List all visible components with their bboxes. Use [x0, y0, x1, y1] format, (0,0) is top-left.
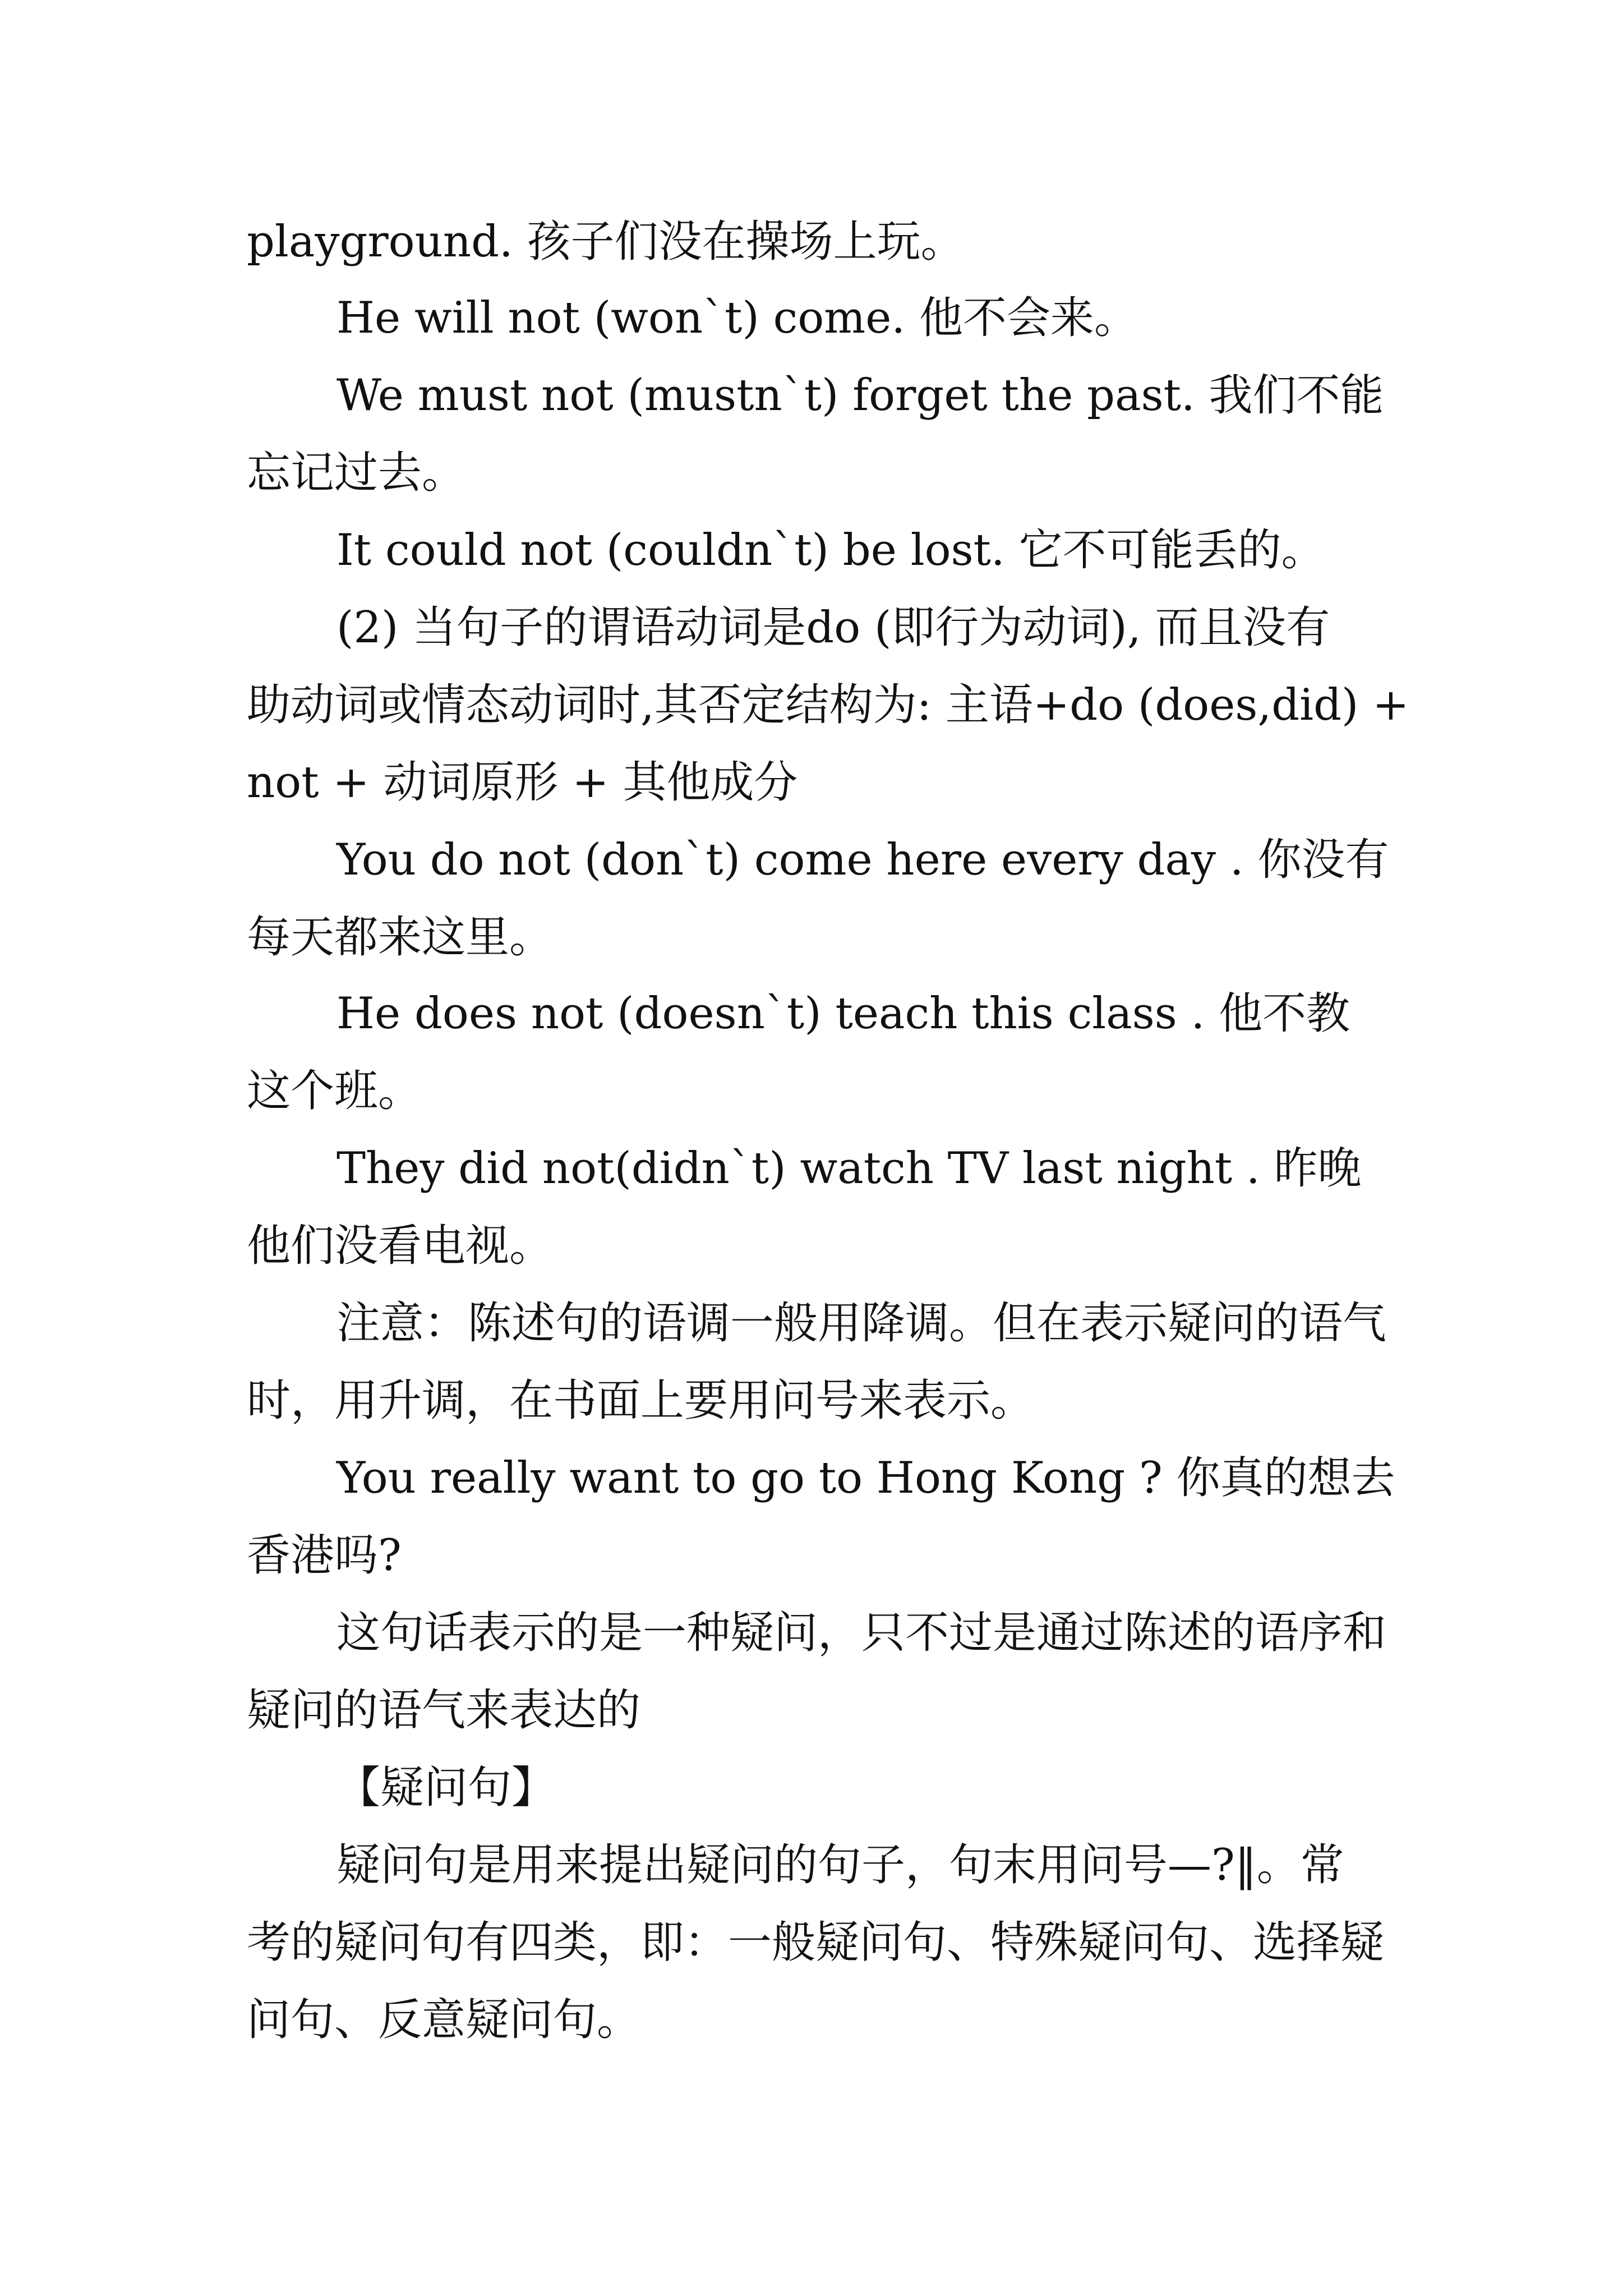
text-line: You do not (don`t) come here every day . 你没有 — [336, 835, 1389, 885]
text-line: 忘记过去。 — [247, 448, 466, 498]
text-line: 每天都来这里。 — [247, 912, 554, 963]
text-line: 疑问的语气来表达的 — [247, 1685, 641, 1736]
text-line: 助动词或情态动词时,其否定结构为: 主语+do (does,did) + — [247, 680, 1409, 730]
text-line: 注意：陈述句的语调一般用降调。但在表示疑问的语气 — [336, 1298, 1387, 1349]
text-line: not + 动词原形 + 其他成分 — [247, 757, 798, 808]
text-line: It could not (couldn`t) be lost. 它不可能丢的。 — [336, 525, 1325, 576]
text-line: playground. 孩子们没在操场上玩。 — [247, 217, 965, 267]
text-line: They did not(didn`t) watch TV last night . 昨晚 — [336, 1143, 1362, 1194]
text-line: 问句、反意疑问句。 — [247, 1995, 641, 2045]
text-line: 这句话表示的是一种疑问，只不过是通过陈述的语序和 — [336, 1608, 1387, 1658]
text-line: 香港吗? — [247, 1530, 402, 1581]
text-line: (2) 当句子的谓语动词是do (即行为动词), 而且没有 — [336, 602, 1330, 653]
text-line: 他们没看电视。 — [247, 1221, 554, 1271]
text-line: 时，用升调，在书面上要用问号来表示。 — [247, 1375, 1035, 1426]
text-line: 这个班。 — [247, 1066, 422, 1116]
text-line: We must not (mustn`t) forget the past. 我们不能 — [336, 370, 1384, 421]
text-line: He will not (won`t) come. 他不会来。 — [336, 293, 1138, 343]
text-line: He does not (doesn`t) teach this class . 他不教 — [336, 988, 1350, 1039]
section-heading: 【疑问句】 — [336, 1763, 556, 1813]
text-line: You really want to go to Hong Kong ? 你真的想去 — [336, 1453, 1395, 1503]
text-line: 考的疑问句有四类，即：一般疑问句、特殊疑问句、选择疑 — [247, 1917, 1385, 1968]
text-line: 疑问句是用来提出疑问的句子，句末用问号—?‖。常 — [336, 1840, 1344, 1890]
